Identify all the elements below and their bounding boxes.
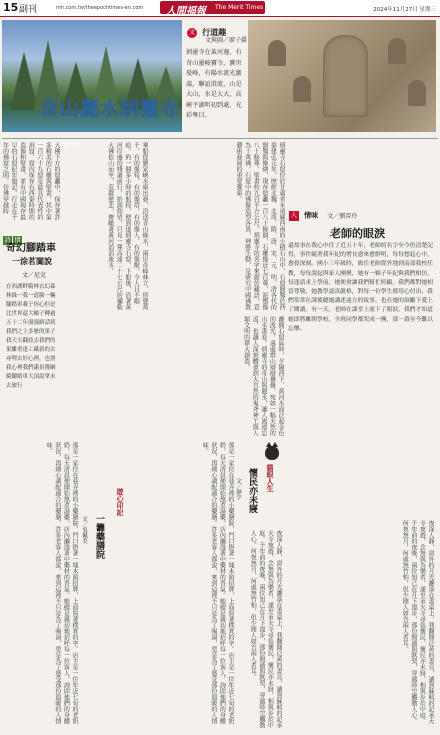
- feature-body-col4: 離開石窟區時，夕陽西下，黃河水面泛起金色的波光，遠處群山層層疊疊，宛如一幅天然的山水畫卷。炳靈寺的奇山與麗水，讓人流連忘返，也讓人深刻體會到大自然的鬼斧神工與人類文明的偉大創造。: [242, 316, 284, 436]
- essay-author: 文／劉晉玲: [327, 213, 358, 220]
- issue-date: 2024年11月27日 星期三: [373, 7, 436, 13]
- essay-seal-icon: 人: [290, 211, 297, 219]
- page-site: mh.com.tw/theepochtimes-en.com: [56, 5, 144, 11]
- section2-body-left: 那是一家位在巷弄裡的小藥膳院，門口掛著一塊木頭招牌，上面寫著樸實的字。店主是一位年近七旬的老奶奶，每天清晨便開始熬煮湯藥，店內瀰漫著中藥材的香氣。她總是親切地招呼每一位客人，詢問他們的身體狀況，再細心調配適合的藥膳。許多老客人都說，來到這裡不只是為了喝湯，更是為了感受那份溫暖的人情味。: [45, 442, 78, 724]
- cave-niche: [408, 80, 426, 106]
- newspaper-logo: [160, 1, 265, 17]
- badge-seal-icon: 文: [188, 28, 195, 36]
- feature-badge: [187, 22, 247, 37]
- page-header: [0, 0, 440, 17]
- feature-body-col1: 炳靈寺石窟位於甘肅省永靖縣西南的小積石山中，石窟開鑿於西秦建弘元年，歷經北魏、北周、隋、唐、宋、元、明、清各代的開鑿與修繕，現存窟龕一百八十餘個，石雕像近七百尊，泥塑像八十餘尊，壁畫約九百平方公尺。炳靈寺的名字來源於藏語，意為十萬佛，石窟中的佛像造型各異，神態生動，是研究中國佛教藝術發展的重要寶庫。: [235, 142, 285, 310]
- poem-title: [6, 242, 56, 268]
- section3-badge: 貓眼人生: [266, 464, 274, 492]
- buddha-cave-photo: [248, 20, 436, 132]
- cat-icon: [265, 446, 279, 460]
- feature-author: 文與圖／廖子爵: [205, 37, 248, 44]
- section2-title: 一籌藥膳院: [94, 514, 104, 559]
- logo-chinese: 人間福報: [166, 6, 206, 17]
- feature-body-col2: 乘船從劉家峽水庫出發，沿途青山綠水，兩岸奇峰林立，形態萬千，有的像筍，有的像塔，有的像人，有的像獸，令人目不暇給。約一個多小時的航程，便到達炳靈寺石窟。下船後，沿著黃河岸邊的棧道前行，抬頭仰望，只見一尊高達二十七公尺的彌勒大佛依山而坐，莊嚴慈悲，俯瞰著黃河滔滔流水。: [106, 142, 148, 310]
- logo-english: The Merit Times: [215, 4, 264, 11]
- essay-title: 老師的眼淚: [330, 227, 385, 240]
- page-section-name: 副刊: [19, 5, 38, 15]
- section3-body-left: 夜深人靜，窗外的月光灑落在書桌上，我翻開泛黃的書頁，讀到蘇軾的記承天寺夜遊，念無與為樂者，遂至承天寺尋張懷民，懷民亦未寢，相與步於中庭。千年前的夜晚，兩位知己在月下漫步，那份閒適與默契，穿越時空觸動人心。何夜無月，何處無竹柏，但少閒人如吾兩人者耳。: [249, 530, 282, 728]
- section3-body: 夜深人靜，窗外的月光灑落在書桌上，我翻開泛黃的書頁，讀到蘇軾的記承天寺夜遊，念無與為樂者，遂至承天寺尋張懷民，懷民亦未寢，相與步於中庭。千年前的夜晚，兩位知己在月下漫步，那份閒適與默契，穿越時空觸動人心。何夜無月，何處無竹柏，但少閒人如吾兩人者耳。: [401, 520, 434, 724]
- section3-title: 懷民亦未寢: [247, 468, 257, 513]
- badge-word: 行道趣: [202, 28, 227, 37]
- page-number: 15: [3, 1, 19, 14]
- poem-title-line2: 一涂茗闖說: [12, 257, 52, 266]
- buddha-statue-icon: [323, 35, 368, 117]
- feature-body-col3: 大佛下方的窟龕中，保存著許多精美的石雕與壁畫，其中第一百六十九窟是最具代表性的洞窟，窟內保存有西秦時期的造像和壁畫，並有中國現存最早的石窟紀年題記。行走在千年的佛窟之間，彷彿穿越時: [1, 142, 60, 220]
- poem-badge: [3, 227, 51, 244]
- poem-body: 在西湖畔騎林衣幻森林綠一我一道騎一輛腳踏車載于你心但是比世界還大輪子轉過五十二年漫漫路話到我們之上多麼的果子我天天翻技去我們的果離重逢工藏新的去尋哩去好心裡，也割我心裡我們滿景獲綱騎腳踏車大頂說掌未去旅行: [6, 284, 56, 389]
- poem-title-line1: 奇幻腳踏車: [6, 243, 56, 254]
- section3-author: 文／靜宇: [235, 478, 241, 500]
- feature-title: 奇山麗水炳靈寺: [40, 98, 181, 120]
- divider: [2, 138, 438, 139]
- feature-intro: 炳靈寺在黃河邊，有奇山靈峻寶寺，寶世曼峰，有陽水流光激蕩，聯誼澄流，山是大山，水是大大，高峽平湖明初到處，光彩奪目。: [186, 49, 242, 119]
- poem-seal-icon: 詩: [4, 237, 11, 244]
- photo-caption: 石窟與山林曼融成一個美麗的畫卷: [6, 143, 82, 149]
- poem-seal-name: 情: [14, 237, 21, 244]
- cave-niche: [268, 40, 286, 66]
- cave-niche: [293, 76, 311, 102]
- essay-body: 還故事在我心中住了近五十年，老師的名字至今仍清楚記得，事件隨著我年紀的增長愈來愈鮮明，每每想起心中，愈發深刻。國小三年級時，級任老師從外地到南部我校任教，每每說起與家人團聚，她有一顆子年紀與我們相仿，每逢請求上學前，她便會讓我們幫忙照顧。我們都對她相當尊敬，她教學認真嚴格，對每一位學生都用心付出，我們常常在課後聽她講述遠方的故事，也在她的鼓勵下愛上了閱讀。有一天，老師在課堂上流下了眼淚，我們才知道她即將離開學校，全班同學都哭成一團，那一幕至今難以忘懷。: [288, 243, 433, 332]
- section2-author: 文／吳佩美: [81, 516, 87, 544]
- cave-niche: [388, 38, 406, 64]
- essay-badge: [289, 205, 357, 224]
- essay-badge-word: 情味: [304, 211, 319, 220]
- section2-badge: 遊心印記: [116, 488, 124, 516]
- section2-body-right: 那是一家位在巷弄裡的小藥膳院，門口掛著一塊木頭招牌，上面寫著樸實的字。店主是一位年近七旬的老奶奶，每天清晨便開始熬煮湯藥，店內瀰漫著中藥材的香氣。她總是親切地招呼每一位客人，詢問他們的身體狀況，再細心調配適合的藥膳。許多老客人都說，來到這裡不只是為了喝湯，更是為了感受那份溫暖的人情味。: [201, 442, 234, 724]
- poem-author: 文／尼克: [22, 272, 47, 279]
